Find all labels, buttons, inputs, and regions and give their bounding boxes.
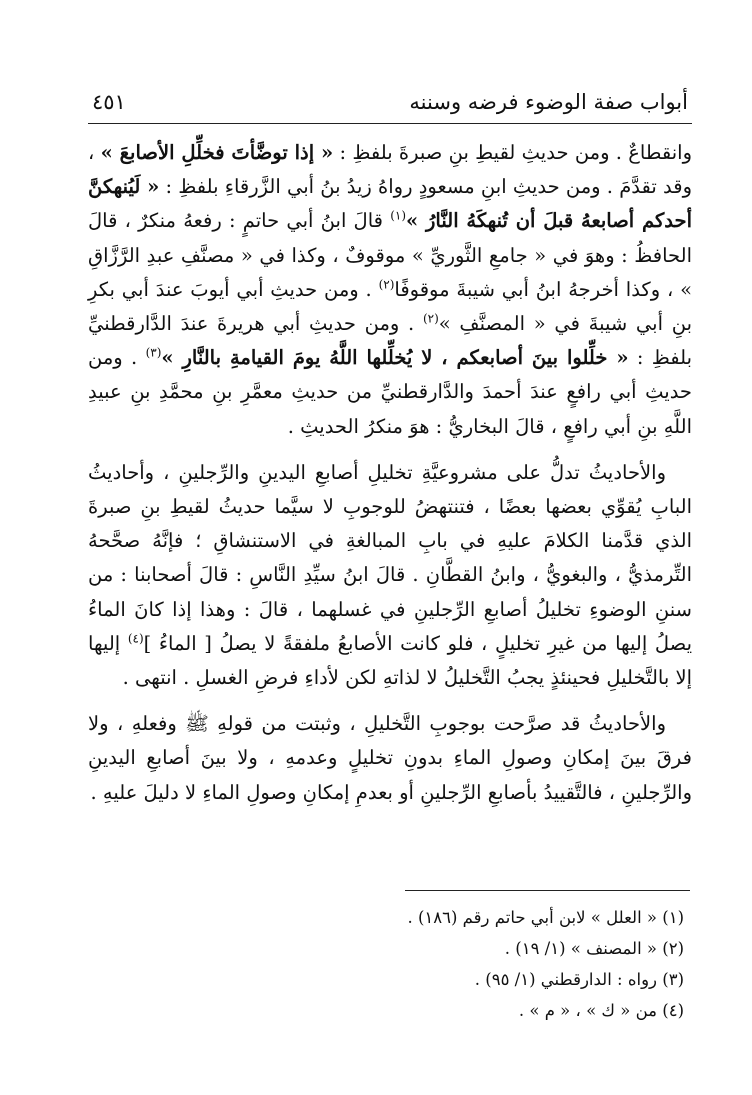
paragraph-1 [88,136,692,444]
main-text [88,136,692,810]
page-header [88,88,688,122]
footnotes [88,902,692,1026]
text-run: قالَ ابنُ أبي حاتمٍ : رفعهُ منكرٌ ، قالَ الحافظُ : وهوَ في « جامعِ الثَّوريِّ » موقوفٌ ، وكذا في « مصنَّفِ عبدِ الرَّزَّاقِ » ، وكذا أخرجهُ ابنُ أبي شيبةَ موقوفًا [88,209,693,301]
footnote-2: (٢) « المصنف » (١/ ١٩) . [504,939,684,958]
text-run: . ومن حديثِ أبي أيوبَ عندَ أبي بكرِ بنِ أبي شيبةَ في « المصنَّفِ » [88,277,693,336]
running-title: أبواب صفة الوضوء فرضه وسننه [409,90,688,114]
hadith-quote: « إذا توضَّأتَ فخلِّلِ الأصابعَ » [100,141,334,164]
footnote-rule [405,890,690,891]
paragraph-3: والأحاديثُ قد صرَّحت بوجوبِ التَّخليلِ ، وثبتت من قولهِ ﷺ وفعلهِ ، ولا فرقَ بينَ إمكانِ وصولِ الماءِ بدونِ تخليلٍ وعدمهِ ، ولا بينَ أصابعِ اليدينِ والرِّجلينِ ، فالتَّقييدُ بأصابعِ الرِّجلينِ أو بعدمِ إمكانِ وصولِ الماءِ لا دليلَ عليهِ . [88,712,692,804]
hadith-quote: « خلِّلوا بينَ أصابعكم ، لا يُخلِّلها اللَّهُ يومَ القيامةِ بالنَّارِ » [161,346,629,370]
page-number: ٤٥١ [92,90,126,114]
text-run: ، وقد تقدَّمَ . ومن حديثِ ابنِ مسعودٍ رواهُ زيدُ بنُ أبي الزَّرقاءِ بلفظِ : [88,141,692,199]
footnote-ref: (٢) [422,311,439,326]
paragraph-2 [88,456,692,695]
header-rule [88,123,692,124]
footnote-ref: (١) [390,208,407,223]
hadith-quote: « لَيُنهكنَّ أحدكم أصابعهُ قبلَ أن تُنهكَهُ النَّارُ » [88,175,692,233]
text-run: والأحاديثُ تدلُّ على مشروعيَّةِ تخليلِ أصابعِ اليدينِ والرِّجلينِ ، وأحاديثُ البابِ يُقوِّي بعضها بعضًا ، فتنتهضُ للوجوبِ لا سيَّما حديثُ لقيطِ بنِ صبرةَ الذي قدَّمنا الكلامَ عليهِ في بابِ المبالغةِ في الاستنشاقِ ؛ فإنَّهُ صحَّحهُ التِّرمذيُّ ، والبغويُّ ، وابنُ القطَّانِ . قالَ ابنُ سيِّدِ النَّاسِ : قالَ أصحابنا : من سننِ الوضوءِ تخليلُ أصابعِ الرِّجلينِ في غسلهما ، قالَ : وهذا إذا كانَ الماءُ يصلُ إليها من غيرِ تخليلٍ ، فلو كانت الأصابعُ ملفقةً لا يصلُ [ الماءُ ] [88,460,693,655]
footnote-3: (٣) رواه : الدارقطني (١/ ٩٥) . [474,970,684,989]
footnote-ref: (٤) [127,631,144,646]
footnote-1: (١) « العلل » لابن أبي حاتم رقم (١٨٦) . [407,908,684,927]
footnote-ref: (٢) [378,277,395,292]
text-run: إليها إلا بالتَّخليلِ فحينئذٍ يجبُ التَّخليلُ لا لذاتهِ لكن لأداءِ فرضِ الغسلِ . انتهى . [88,631,692,690]
footnote-4: (٤) من « ك » ، « م » . [518,1001,684,1020]
text-run: . ومن حديثِ أبي هريرةَ عندَ الدَّارقطنيِّ بلفظِ : [88,312,693,370]
text-run: وانقطاعٌ . ومن حديثِ لقيطِ بنِ صبرةَ بلفظِ : [333,141,692,164]
footnote-ref: (٣) [145,345,162,360]
text-run: . ومن حديثِ أبي رافعٍ عندَ أحمدَ والدَّارقطنيِّ من حديثِ معمَّرِ بنِ محمَّدِ بنِ عبيدِ اللَّهِ بنِ أبي رافعٍ ، قالَ البخاريُّ : هوَ منكرُ الحديثِ . [88,346,692,438]
